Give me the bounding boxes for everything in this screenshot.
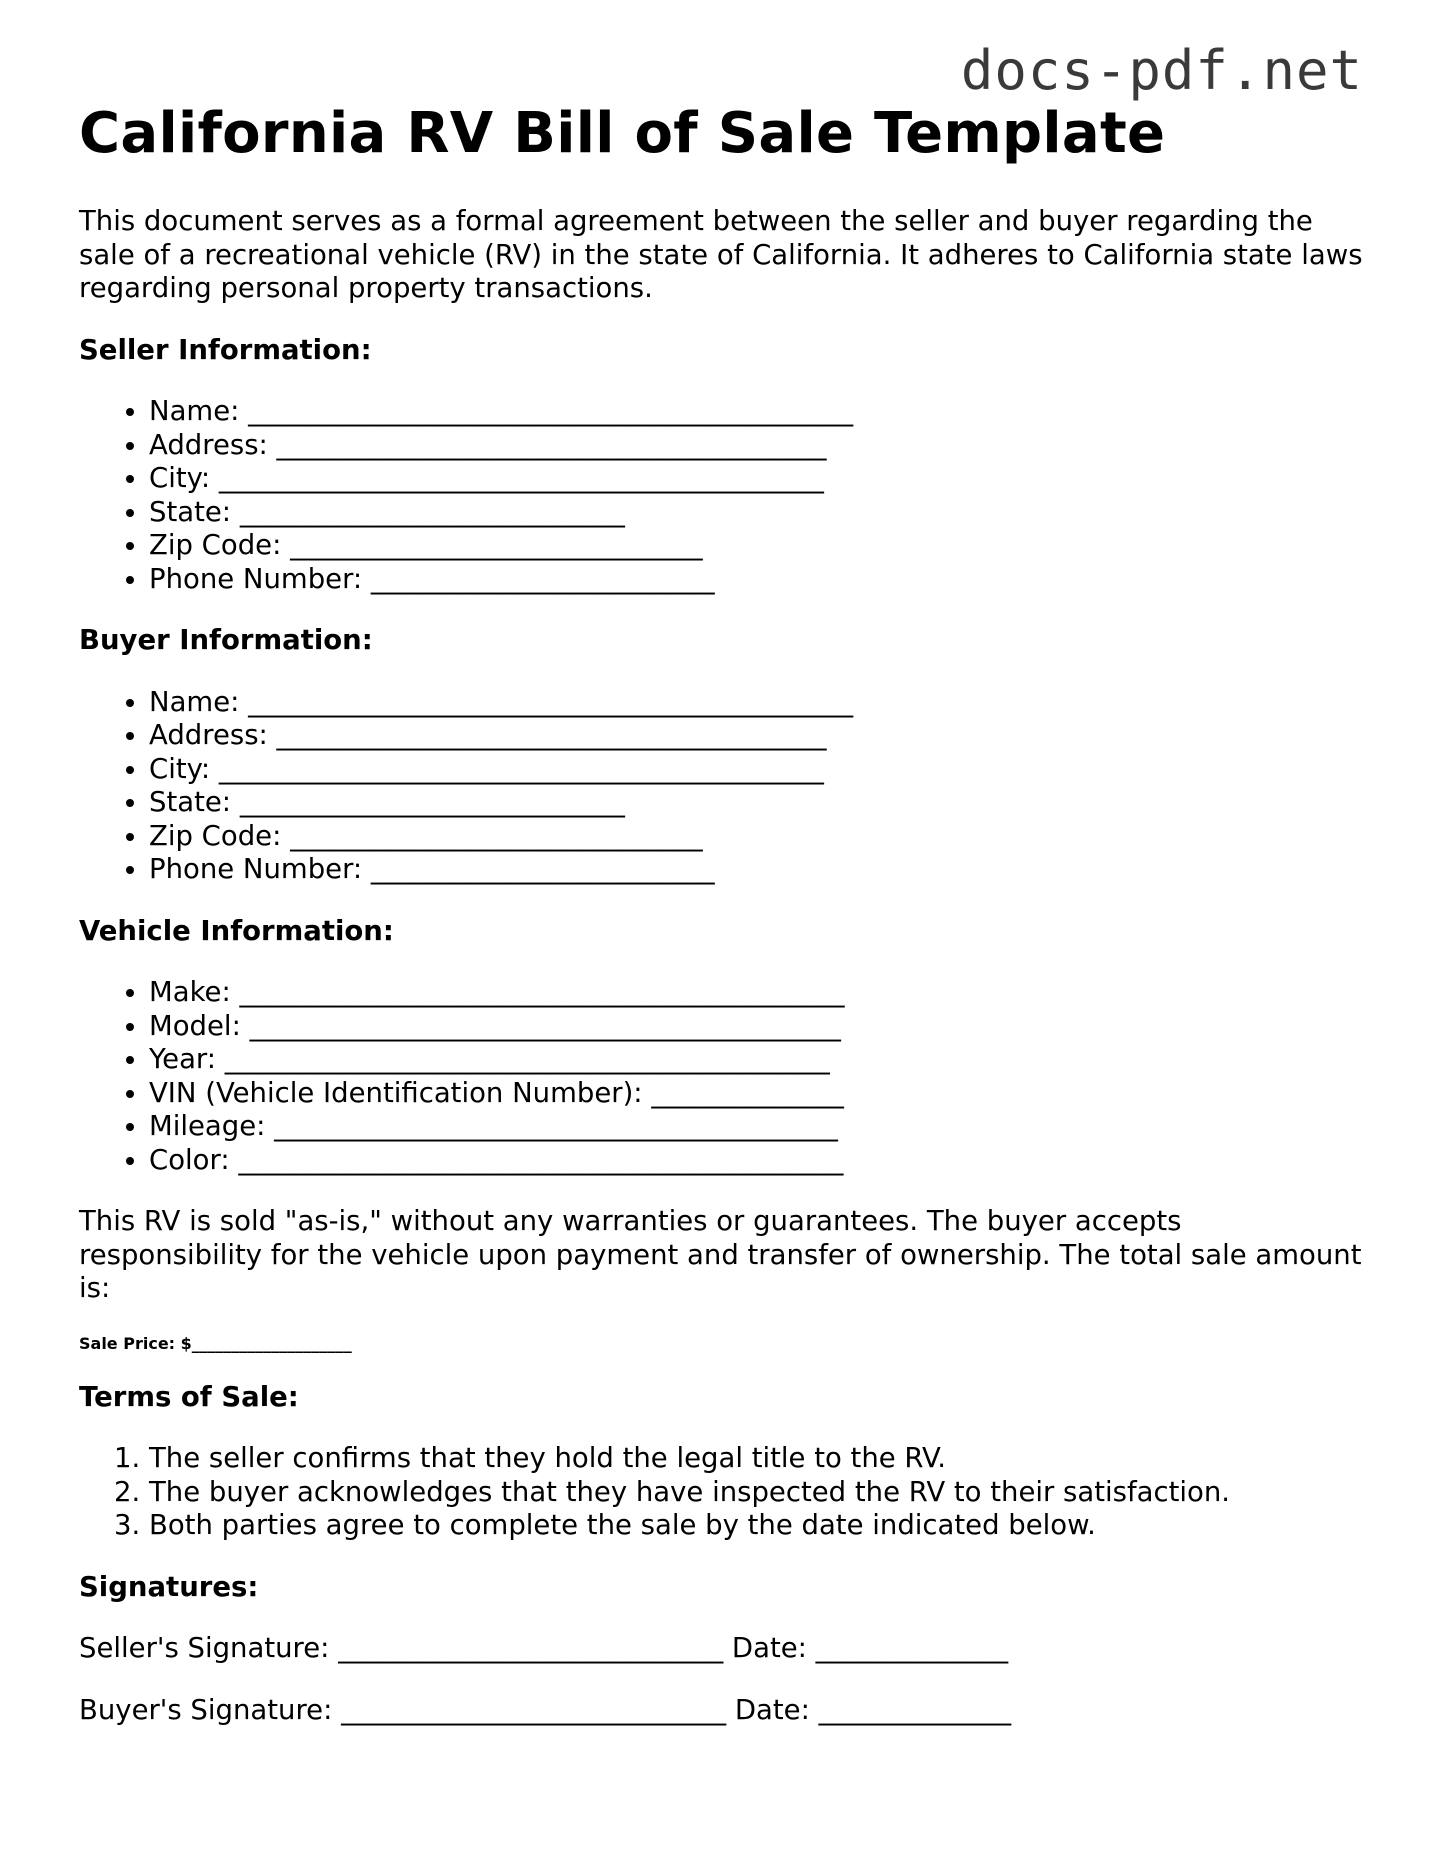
blank-line[interactable]: ____________________________________________ — [218, 752, 824, 785]
sale-price-label: Sale Price: $ — [79, 1333, 192, 1353]
buyer-phone-field — [149, 853, 1369, 887]
field-label: Address: — [149, 428, 277, 461]
blank-line[interactable]: ____________________________ — [239, 786, 625, 819]
vehicle-make-field — [149, 976, 1369, 1010]
blank-line[interactable]: ____________________________________________ — [239, 976, 845, 1009]
vehicle-year-field — [149, 1043, 1369, 1077]
buyer-address-field — [149, 719, 1369, 753]
blank-line[interactable]: _________________________________________ — [274, 1110, 838, 1143]
field-label: State: — [149, 786, 240, 819]
blank-line[interactable]: _________________________ — [370, 562, 715, 595]
seller-state-field — [149, 496, 1369, 530]
page-title: California RV Bill of Sale Template — [79, 101, 1166, 166]
field-label: Zip Code: — [149, 529, 291, 562]
vehicle-color-field — [149, 1144, 1369, 1178]
seller-phone-field — [149, 563, 1369, 597]
blank-line[interactable]: ____________________________________________ — [238, 1143, 844, 1176]
blank-line[interactable]: ______________________________ — [290, 819, 703, 852]
blank-line[interactable]: ____________________________________________ — [224, 1043, 830, 1076]
blank-line[interactable]: ________________________________________ — [276, 719, 827, 752]
sale-price-blank[interactable]: ____________________ — [191, 1333, 352, 1353]
terms-item: 1. The seller confirms that they hold the legal title to the RV. — [149, 1442, 1369, 1476]
blank-line[interactable]: ____________________________________________ — [248, 685, 854, 718]
vehicle-mileage-field — [149, 1110, 1369, 1144]
field-label: VIN (Vehicle Identification Number): — [149, 1076, 652, 1109]
buyer-name-field — [149, 686, 1369, 720]
terms-item: 2. The buyer acknowledges that they have inspected the RV to their satisfaction. — [149, 1476, 1369, 1510]
seller-city-field — [149, 462, 1369, 496]
seller-name-field — [149, 395, 1369, 429]
field-label: Year: — [149, 1043, 225, 1076]
field-label: Name: — [149, 395, 249, 428]
terms-list — [79, 1442, 1369, 1543]
field-label: Name: — [149, 685, 249, 718]
blank-line[interactable]: ______________ — [651, 1076, 844, 1109]
vehicle-field-list — [79, 976, 1369, 1177]
buyer-state-field — [149, 786, 1369, 820]
blank-line[interactable]: _________________________ — [370, 853, 715, 886]
field-label: City: — [149, 752, 219, 785]
blank-line[interactable]: ________________________________________ — [276, 428, 827, 461]
seller-address-field — [149, 429, 1369, 463]
intro-paragraph: This document serves as a formal agreement between the seller and buyer regarding the sale of a recreational vehicle (RV) in the state of California. It adheres to California state laws regarding personal property transactions. — [79, 205, 1363, 305]
field-label: Make: — [149, 976, 240, 1009]
field-label: Color: — [149, 1143, 239, 1176]
seller-zip-field — [149, 529, 1369, 563]
terms-item: 3. Both parties agree to complete the sale by the date indicated below. — [149, 1509, 1369, 1543]
field-label: City: — [149, 462, 219, 495]
field-label: State: — [149, 495, 240, 528]
blank-line[interactable]: ____________________________________________ — [218, 462, 824, 495]
buyer-field-list — [79, 686, 1369, 887]
blank-line[interactable]: ___________________________________________ — [249, 1009, 841, 1042]
buyer-date-blank[interactable]: ______________ — [818, 1693, 1012, 1726]
seller-signature-row — [79, 1632, 1369, 1666]
blank-line[interactable]: ____________________________________________ — [248, 395, 854, 428]
document-page — [79, 100, 1369, 1727]
field-label: Mileage: — [149, 1110, 275, 1143]
as-is-paragraph: This RV is sold "as-is," without any warranties or guarantees. The buyer accepts responsibility for the vehicle upon payment and transfer of ownership. The total sale amount is: — [79, 1205, 1362, 1305]
watermark: docs-pdf.net — [960, 39, 1363, 102]
buyer-zip-field — [149, 820, 1369, 854]
buyer-heading: Buyer Information: — [79, 624, 373, 657]
blank-line[interactable]: ____________________________ — [239, 495, 625, 528]
vehicle-heading: Vehicle Information: — [79, 914, 394, 947]
vehicle-model-field — [149, 1010, 1369, 1044]
seller-heading: Seller Information: — [79, 333, 372, 366]
field-label: Phone Number: — [149, 853, 371, 886]
field-label: Zip Code: — [149, 819, 291, 852]
buyer-signature-blank[interactable]: ____________________________ — [341, 1693, 727, 1726]
buyer-city-field — [149, 753, 1369, 787]
seller-signature-label: Seller's Signature: — [79, 1632, 339, 1665]
field-label: Model: — [149, 1009, 250, 1042]
seller-field-list — [79, 395, 1369, 596]
seller-signature-blank[interactable]: ____________________________ — [338, 1632, 724, 1665]
seller-date-label: Date: — [723, 1632, 816, 1665]
blank-line[interactable]: ______________________________ — [290, 529, 703, 562]
buyer-date-label: Date: — [726, 1693, 819, 1726]
signatures-heading: Signatures: — [79, 1570, 259, 1603]
buyer-signature-row — [79, 1694, 1369, 1728]
field-label: Phone Number: — [149, 562, 371, 595]
field-label: Address: — [149, 719, 277, 752]
vehicle-vin-field — [149, 1077, 1369, 1111]
seller-date-blank[interactable]: ______________ — [815, 1632, 1009, 1665]
buyer-signature-label: Buyer's Signature: — [79, 1693, 342, 1726]
terms-heading: Terms of Sale: — [79, 1380, 299, 1413]
sale-price-field — [79, 1334, 1369, 1353]
